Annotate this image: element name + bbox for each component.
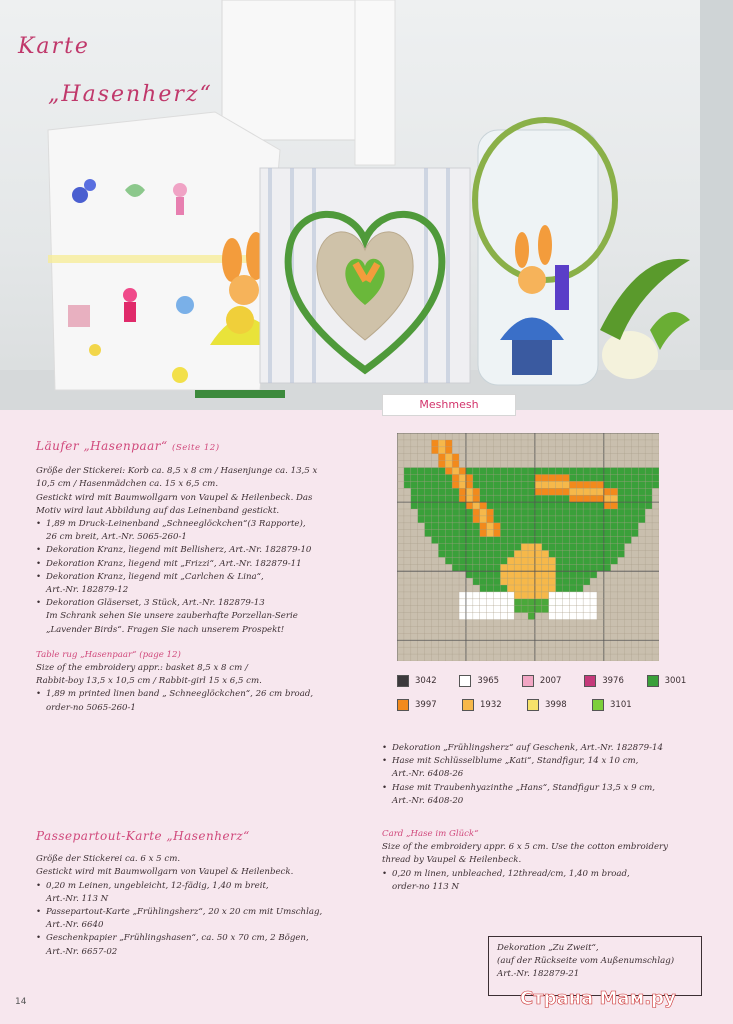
legend-item (522, 675, 572, 687)
product-photo (0, 0, 733, 410)
legend-swatch (647, 675, 659, 687)
legend-swatch (462, 699, 474, 711)
decoration-bullets (382, 742, 712, 808)
laeufer-title: Läufer „Hasenpaar“ (36, 439, 168, 453)
legend-swatch (459, 675, 471, 687)
legend-item (462, 699, 515, 711)
legend-code: 3101 (610, 700, 632, 710)
laeufer-bullets (36, 518, 366, 637)
list-item: • 0,20 m Leinen, ungebleicht, 12-fädig, 1,40 m breit, Art.-Nr. 113 N (36, 880, 366, 906)
left-column-2 (36, 830, 366, 959)
legend-swatch (592, 699, 604, 711)
legend-code: 3042 (415, 676, 437, 686)
legend-swatch (397, 675, 409, 687)
photo-illustration (0, 0, 733, 410)
legend-swatch (397, 699, 409, 711)
left-column (36, 440, 366, 715)
list-item: • Hase mit Traubenhyazinthe „Hans“, Standfigur 13,5 x 9 cm, Art.-Nr. 6408-20 (382, 782, 712, 808)
list-item: • Passepartout-Karte „Frühlingsherz“, 20 x 20 cm mit Umschlag, Art.-Nr. 6640 (36, 906, 366, 932)
box-line: Dekoration „Zu Zweit“, (497, 943, 599, 953)
legend-code: 3001 (664, 676, 687, 686)
site-watermark: Страна Мам.ру (520, 988, 676, 1009)
list-item: • Dekoration Gläserset, 3 Stück, Art.-Nr. 182879-13 Im Schrank sehen Sie unsere zauberhafte Porzellan-Serie „Lavender Birds“. Fragen Sie nach unserem Prospekt! (36, 597, 366, 637)
table-rug-bullets (36, 688, 366, 714)
box-line: Art.-Nr. 182879-21 (497, 969, 580, 979)
card-hase-bullets (382, 868, 712, 894)
list-item: • Dekoration „Frühlingsherz“ auf Geschenk, Art.-Nr. 182879-14 (382, 742, 712, 755)
box-line: (auf der Rückseite vom Außenumschlag) (497, 956, 675, 966)
text-line: Rabbit-boy 13,5 x 10,5 cm / Rabbit-girl 15 x 6,5 cm. (36, 676, 262, 687)
page-number: 14 (15, 997, 27, 1007)
legend-item (527, 699, 580, 711)
legend-code: 3997 (415, 700, 437, 710)
text-line: Size of the embroidery appr.: basket 8,5 x 8 cm / (36, 663, 248, 674)
text-line: Gestickt wird mit Baumwollgarn von Vaupel & Heilenbeck. (36, 867, 294, 878)
passepartout-bullets (36, 880, 366, 959)
section-heading-laeufer (36, 440, 366, 455)
legend-swatch (522, 675, 534, 687)
list-item: • 1,89 m Druck-Leinenband „Schneeglöckchen“(3 Rapporte), 26 cm breit, Art.-Nr. 5065-260-1 (36, 518, 366, 544)
card-title: Karte (18, 34, 90, 59)
legend-item (459, 675, 509, 687)
legend-item (584, 675, 634, 687)
text-line: Größe der Stickerei: Korb ca. 8,5 x 8 cm / Hasenjunge ca. 13,5 x (36, 466, 318, 477)
passepartout-intro (36, 853, 366, 879)
text-line: Größe der Stickerei ca. 6 x 5 cm. (36, 854, 181, 865)
laeufer-page-ref: (Seite 12) (171, 443, 220, 453)
list-item: • 1,89 m printed linen band „ Schneeglöckchen“, 26 cm broad, order-no 5065-260-1 (36, 688, 366, 714)
section-heading-passepartout: Passepartout-Karte „Hasenherz“ (36, 829, 250, 843)
legend-code: 3976 (602, 676, 624, 686)
list-item: • 0,20 m linen, unbleached, 12thread/cm, 1,40 m broad, order-no 113 N (382, 868, 712, 894)
list-item: • Dekoration Kranz, liegend mit Bellisherz, Art.-Nr. 182879-10 (36, 544, 366, 557)
text-line: Gestickt wird mit Baumwollgarn von Vaupel & Heilenbeck. Das (36, 492, 313, 503)
hyacinth (600, 259, 690, 379)
legend-item (647, 675, 697, 687)
list-item: • Hase mit Schlüsselblume „Kati“, Standfigur, 14 x 10 cm, Art.-Nr. 6408-26 (382, 755, 712, 781)
legend-item (592, 699, 645, 711)
text-line: thread by Vaupel & Heilenbeck. (382, 855, 522, 866)
table-rug-text (36, 662, 366, 688)
text-line: Size of the embroidery appr. 6 x 5 cm. Use the cotton embroidery (382, 842, 669, 853)
uploader-tag: Meshmesh (382, 394, 516, 416)
legend-code: 3998 (545, 700, 567, 710)
text-line: 10,5 cm / Hasenmädchen ca. 15 x 6,5 cm. (36, 479, 219, 490)
table-rug-heading: Table rug „Hasenpaar“ (page 12) (36, 649, 181, 660)
right-column (382, 742, 712, 894)
legend-code: 1932 (480, 700, 502, 710)
legend-item (397, 675, 447, 687)
legend-code: 3965 (477, 676, 500, 686)
card-subtitle: „Hasenherz“ (48, 82, 213, 107)
dekoration-box (488, 936, 702, 996)
text-line: Motiv wird laut Abbildung auf das Leinenband gestickt. (36, 505, 280, 516)
list-item: • Dekoration Kranz, liegend mit „Carlchen & Lina“, Art.-Nr. 182879-12 (36, 571, 366, 597)
laeufer-intro (36, 465, 366, 518)
legend-code: 2007 (539, 676, 562, 686)
cross-stitch-chart (397, 433, 659, 661)
list-item: • Dekoration Kranz, liegend mit „Frizzi“, Art.-Nr. 182879-11 (36, 558, 366, 571)
card-hase-text (382, 841, 712, 867)
card-hase-heading: Card „Hase im Glück“ (382, 829, 479, 840)
legend-swatch (584, 675, 596, 687)
list-item: • Geschenkpapier „Frühlingshasen“, ca. 50 x 70 cm, 2 Bögen, Art.-Nr. 6657-02 (36, 932, 366, 958)
legend-item (397, 699, 450, 711)
legend-swatch (527, 699, 539, 711)
color-legend (397, 675, 697, 723)
